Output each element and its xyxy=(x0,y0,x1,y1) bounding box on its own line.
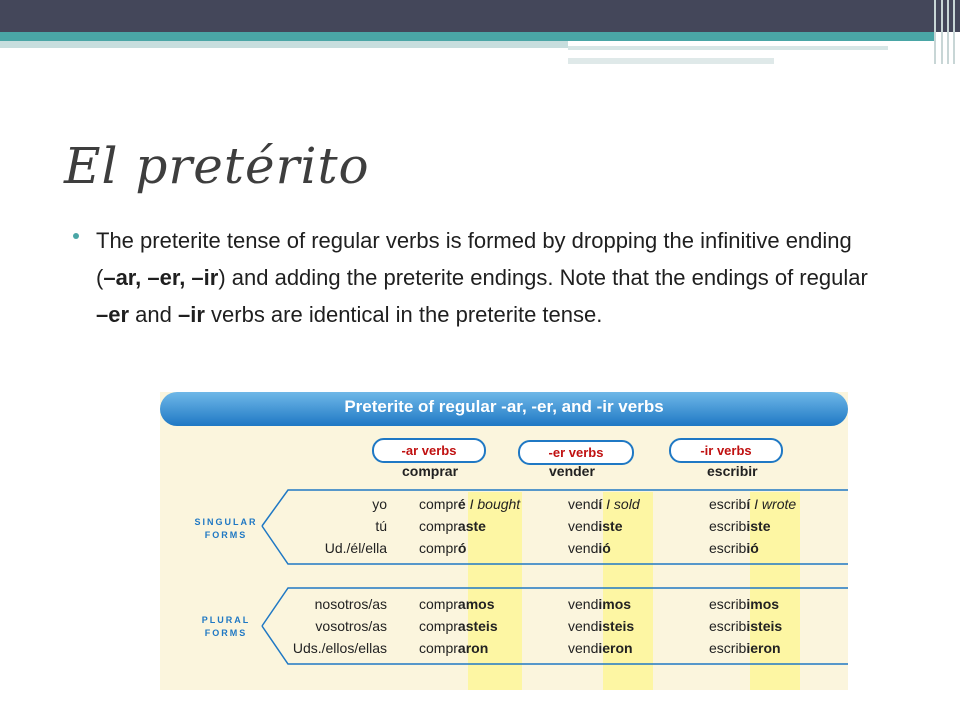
ending: iste xyxy=(598,518,623,534)
stem: vend xyxy=(568,640,599,656)
ending: ió xyxy=(746,540,759,556)
ir-verbs-pill: -ir verbs xyxy=(669,438,783,463)
pronoun-yo: yo xyxy=(372,496,387,512)
ending: ió xyxy=(598,540,611,556)
pronoun-tu: tú xyxy=(375,518,387,534)
corner-line xyxy=(953,0,955,64)
stem: vend xyxy=(568,618,599,634)
ir-form-vosotros xyxy=(709,618,782,634)
stem: compr xyxy=(419,618,458,634)
stem: compr xyxy=(419,596,458,612)
ending: imos xyxy=(746,596,780,612)
stem: escrib xyxy=(709,496,747,512)
stem: compr xyxy=(419,640,458,656)
ending: iste xyxy=(746,518,771,534)
ar-form-nosotros xyxy=(419,596,494,612)
forms-label-line: FORMS xyxy=(204,530,248,540)
er-verb-infinitive: vender xyxy=(549,463,595,479)
top-light-stripe xyxy=(0,41,568,48)
bullet-bold-er: –er xyxy=(96,302,130,327)
chart-header-bar xyxy=(160,392,848,426)
stem: escrib xyxy=(709,618,747,634)
pronoun-nosotros: nosotros/as xyxy=(314,596,387,612)
ending: ieron xyxy=(598,640,633,656)
ending: í xyxy=(746,496,751,512)
ending: isteis xyxy=(598,618,635,634)
stem: vend xyxy=(568,496,599,512)
ending: isteis xyxy=(746,618,783,634)
ending: é xyxy=(457,496,466,512)
ar-form-ud xyxy=(419,540,466,556)
ar-form-vosotros xyxy=(419,618,498,634)
ir-form-ud xyxy=(709,540,759,556)
bullet-marker xyxy=(73,233,79,239)
bullet-bold-endings: –ar, –er, –ir xyxy=(103,265,219,290)
gloss: I wrote xyxy=(754,496,797,512)
ar-form-yo xyxy=(419,496,520,512)
pronoun-ustedes: Uds./ellos/ellas xyxy=(292,640,387,656)
gloss: I sold xyxy=(606,496,640,512)
ending: imos xyxy=(598,596,632,612)
ar-verb-infinitive: comprar xyxy=(402,463,459,479)
bullet-text-part: verbs are identical in the preterite tense. xyxy=(204,302,603,327)
er-form-vosotros xyxy=(568,618,634,634)
stem: vend xyxy=(568,540,599,556)
ir-form-yo xyxy=(709,496,796,512)
top-light-stripe-thin xyxy=(568,46,888,50)
bullet-text-part: and xyxy=(129,302,178,327)
top-light-stripe-short xyxy=(568,58,774,64)
ir-form-ustedes xyxy=(709,640,781,656)
er-form-ud xyxy=(568,540,611,556)
pronoun-vosotros: vosotros/as xyxy=(315,618,387,634)
ending: asteis xyxy=(457,618,498,634)
pronoun-ud: Ud./él/ella xyxy=(324,540,387,556)
preterite-chart xyxy=(160,392,848,690)
stem: escrib xyxy=(709,596,747,612)
corner-line xyxy=(947,0,949,64)
ending: í xyxy=(598,496,603,512)
ending: aron xyxy=(457,640,489,656)
ir-form-nosotros xyxy=(709,596,779,612)
bullet-text xyxy=(96,222,876,333)
ir-form-tu xyxy=(709,518,770,534)
ir-verb-infinitive: escribir xyxy=(707,463,758,479)
er-form-yo xyxy=(568,496,640,512)
stem: escrib xyxy=(709,640,747,656)
stem: compr xyxy=(419,518,458,534)
top-accent-stripe xyxy=(0,32,935,41)
er-form-ustedes xyxy=(568,640,633,656)
er-form-nosotros xyxy=(568,596,631,612)
forms-label-line: FORMS xyxy=(204,628,248,638)
ending: ó xyxy=(457,540,467,556)
bullet-text-part: ) and adding the preterite endings. Note that the endings of regular xyxy=(218,265,868,290)
stem: vend xyxy=(568,596,599,612)
stem: escrib xyxy=(709,518,747,534)
top-decor-bar xyxy=(0,0,960,32)
slide-title: El pretérito xyxy=(64,137,370,195)
er-form-tu xyxy=(568,518,622,534)
singular-label-line: SINGULAR xyxy=(194,517,258,527)
stem: escrib xyxy=(709,540,747,556)
corner-line xyxy=(941,0,943,64)
stem: compr xyxy=(419,496,458,512)
plural-label-line: PLURAL xyxy=(201,615,251,625)
er-verbs-pill: -er verbs xyxy=(518,440,634,465)
stem: vend xyxy=(568,518,599,534)
ar-form-tu xyxy=(419,518,486,534)
bullet-bold-ir: –ir xyxy=(177,302,205,327)
ending: amos xyxy=(457,596,495,612)
ar-form-ustedes xyxy=(419,640,488,656)
stem: compr xyxy=(419,540,458,556)
ending: aste xyxy=(457,518,486,534)
chart-title: Preterite of regular -ar, -er, and -ir verbs xyxy=(344,397,664,416)
gloss: I bought xyxy=(469,496,521,512)
ending: ieron xyxy=(746,640,781,656)
ar-verbs-pill: -ar verbs xyxy=(372,438,486,463)
corner-line xyxy=(934,0,936,64)
bullet-text-part: The preterite tense of regular verbs is formed by dropping the infinitive ending ( xyxy=(96,228,852,290)
